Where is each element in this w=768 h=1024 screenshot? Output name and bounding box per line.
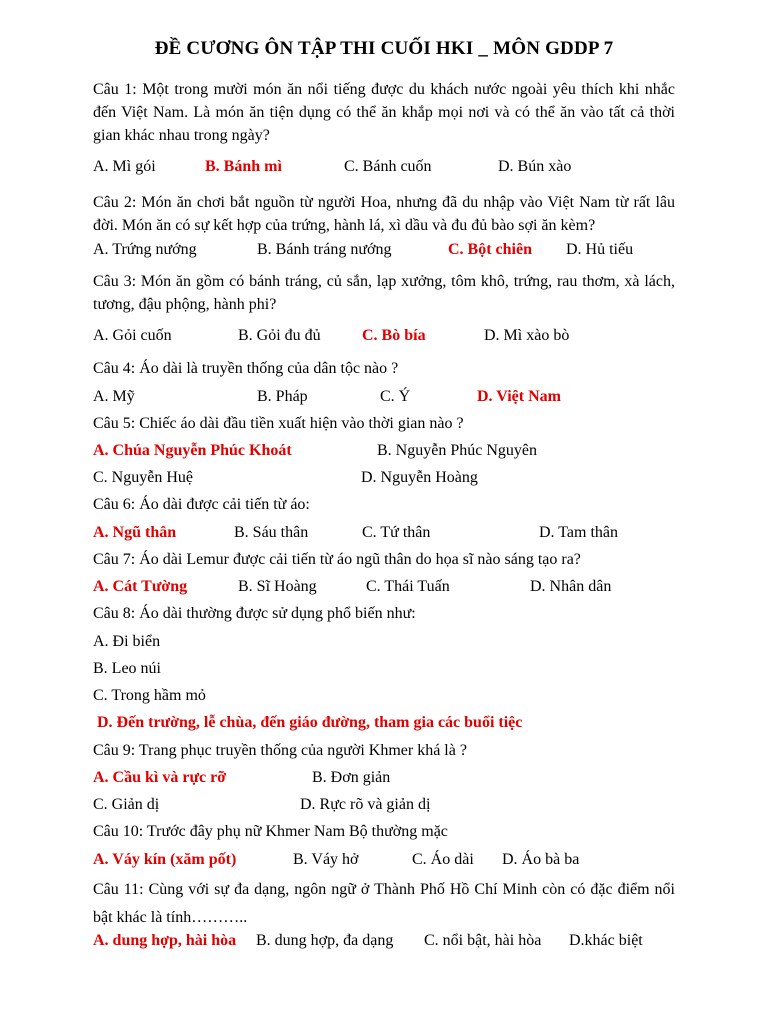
option-a-correct: A. Cầu kì và rực rỡ	[93, 769, 227, 786]
answers-q6	[93, 524, 693, 546]
question-11: Câu 11: Cùng với sự đa dạng, ngôn ngữ ở Thành Phố Hồ Chí Minh còn có đặc điểm nổi bật khác là tính………..	[93, 881, 675, 926]
option-b: B. Nguyễn Phúc Nguyên	[377, 442, 537, 459]
question-5: Câu 5: Chiếc áo dài đầu tiền xuất hiện vào thời gian nào ?	[93, 415, 464, 432]
option-b: B. Váy hở	[293, 851, 359, 868]
answers-q4	[93, 388, 693, 410]
option-b: B. Leo núi	[93, 660, 161, 677]
option-c: C. Tứ thân	[362, 524, 431, 541]
option-a-correct: A. Chúa Nguyễn Phúc Khoát	[93, 442, 292, 459]
option-a-correct: A. Cát Tường	[93, 578, 188, 595]
question-4: Câu 4: Áo dài là truyền thống của dân tộc nào ?	[93, 360, 399, 377]
option-c-correct: C. Bột chiên	[448, 241, 532, 258]
answers-q10	[93, 851, 693, 873]
option-d: D. Áo bà ba	[502, 851, 580, 868]
option-c: C. Nguyễn Huệ	[93, 469, 193, 486]
option-d: D. Rực rõ và giản dị	[300, 796, 431, 813]
option-d: D. Hủ tiếu	[566, 241, 634, 258]
answers-q11	[93, 932, 693, 954]
option-c: C. Thái Tuấn	[366, 578, 450, 595]
question-9: Câu 9: Trang phục truyền thống của người Khmer khá là ?	[93, 742, 467, 759]
option-a-correct: A. dung hợp, hài hòa	[93, 932, 237, 949]
question-1: Câu 1: Một trong mười món ăn nổi tiếng được du khách nước ngoài yêu thích khi nhắc đến Việt Nam. Là món ăn tiện dụng có thể ăn khắp mọi nơi và có thể ăn vào tất cả thời gian khác nhau trong ngày?	[93, 81, 675, 144]
option-b: B. Gỏi đu đủ	[238, 327, 321, 344]
option-c: C. Trong hầm mỏ	[93, 687, 206, 704]
answers-q9-row2	[93, 796, 693, 818]
question-8: Câu 8: Áo dài thường được sử dụng phổ biến như:	[93, 605, 416, 622]
option-b: B. dung hợp, đa dạng	[256, 932, 394, 949]
option-b: B. Pháp	[257, 388, 308, 405]
answers-q5-row2	[93, 469, 693, 491]
question-6: Câu 6: Áo dài được cải tiến từ áo:	[93, 496, 310, 513]
option-d: D. Bún xào	[498, 158, 572, 175]
option-b: B. Đơn giản	[312, 769, 391, 786]
option-a: A. Trứng nướng	[93, 241, 197, 258]
option-c: C. Áo dài	[412, 851, 474, 868]
option-b: B. Bánh tráng nướng	[257, 241, 392, 258]
answers-q9-row1	[93, 769, 693, 791]
option-d: D. Nhân dân	[530, 578, 612, 595]
option-c: C. nổi bật, hài hòa	[424, 932, 542, 949]
document-title: ĐỀ CƯƠNG ÔN TẬP THI CUỐI HKI _ MÔN GDDP 7	[154, 38, 614, 59]
option-d: D. Mì xào bò	[484, 327, 570, 344]
option-c-correct: C. Bò bía	[362, 327, 426, 344]
option-d: D. Nguyễn Hoàng	[361, 469, 478, 486]
option-b: B. Sĩ Hoàng	[238, 578, 317, 595]
option-a-correct: A. Ngũ thân	[93, 524, 177, 541]
option-a: A. Đi biển	[93, 633, 161, 650]
option-a-correct: A. Váy kín (xăm pốt)	[93, 851, 237, 868]
question-10: Câu 10: Trước đây phụ nữ Khmer Nam Bộ thường mặc	[93, 823, 448, 840]
answers-q2	[93, 241, 693, 263]
answers-q7	[93, 578, 693, 600]
option-a: A. Gỏi cuốn	[93, 327, 172, 344]
option-c: C. Ý	[380, 388, 411, 405]
answers-q5-row1	[93, 442, 693, 464]
answers-q3	[93, 327, 693, 349]
option-a: A. Mỹ	[93, 388, 135, 405]
option-b: B. Sáu thân	[234, 524, 309, 541]
option-c: C. Bánh cuốn	[344, 158, 432, 175]
option-d-correct: D. Đến trường, lễ chùa, đến giáo đường, tham gia các buổi tiệc	[97, 714, 523, 731]
option-d: D. Tam thân	[539, 524, 619, 541]
option-d-correct: D. Việt Nam	[477, 388, 561, 405]
option-b-correct: B. Bánh mì	[205, 158, 282, 175]
question-3: Câu 3: Món ăn gồm có bánh tráng, củ sắn, lạp xưởng, tôm khô, trứng, rau thơm, xà lách, tương, đậu phộng, hành phi?	[93, 273, 675, 313]
question-7: Câu 7: Áo dài Lemur được cải tiến từ áo ngũ thân do họa sĩ nào sáng tạo ra?	[93, 551, 581, 568]
option-d: D.khác biệt	[569, 932, 643, 949]
option-c: C. Giản dị	[93, 796, 160, 813]
option-a: A. Mì gói	[93, 158, 156, 175]
question-2: Câu 2: Món ăn chơi bắt nguồn từ người Hoa, nhưng đã du nhập vào Việt Nam từ rất lâu đời. Món ăn có sự kết hợp của trứng, hành lá, xì dầu và đu đủ bào sợi ăn kèm?	[93, 194, 675, 234]
answers-q1	[93, 158, 693, 180]
